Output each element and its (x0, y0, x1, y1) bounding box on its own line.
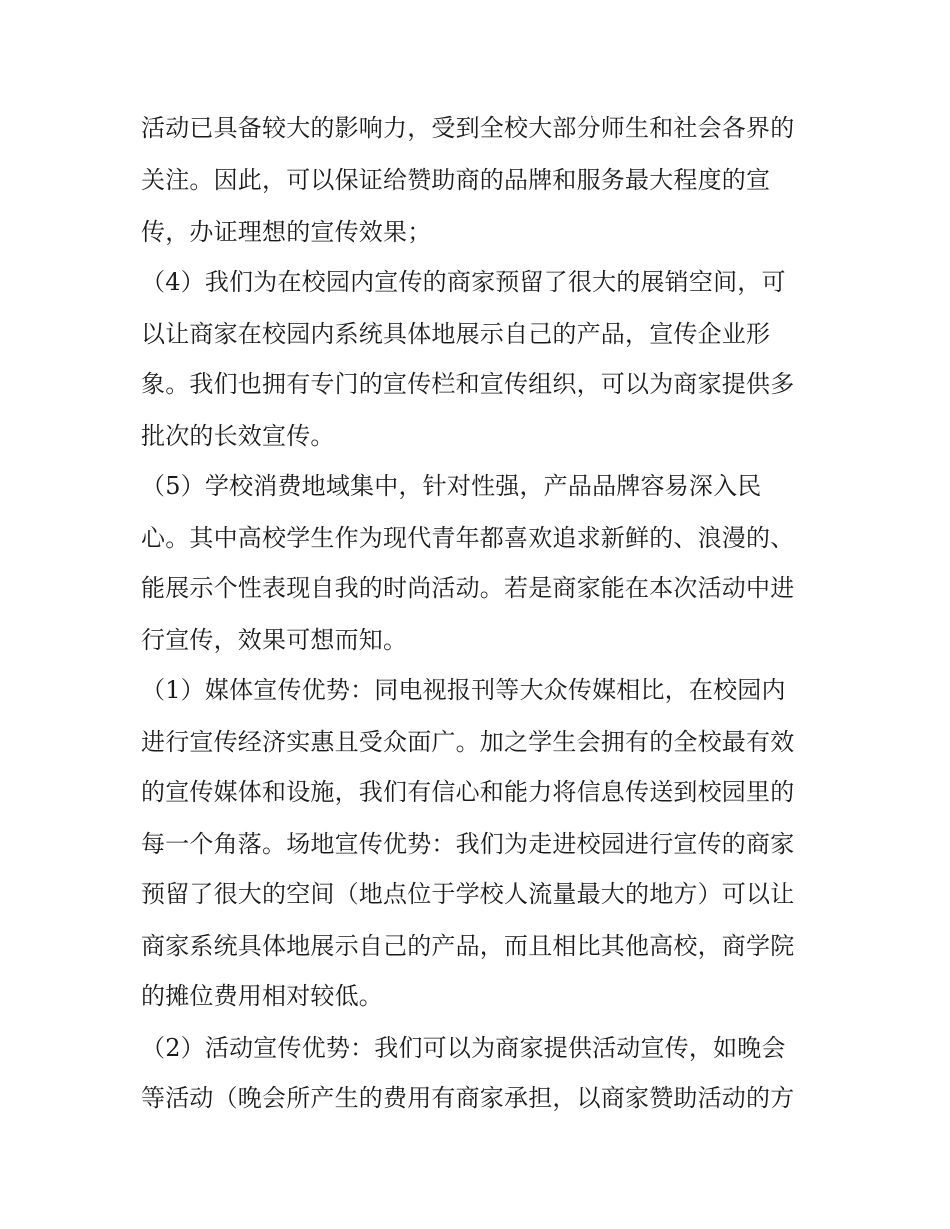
text-line: 等活动（晚会所产生的费用有商家承担，以商家赞助活动的方 (141, 1084, 795, 1112)
text-line: 预留了很大的空间（地点位于学校人流量最大的地方）可以让 (141, 880, 795, 908)
text-line: 商家系统具体地展示自己的产品，而且相比其他高校，商学院 (141, 932, 795, 960)
text-line: 关注。因此，可以保证给赞助商的品牌和服务最大程度的宣 (141, 166, 771, 194)
text-line: （4）我们为在校园内宣传的商家预留了很大的展销空间，可 (141, 268, 786, 296)
text-line: 每一个角落。场地宣传优势：我们为走进校园进行宣传的商家 (141, 830, 795, 858)
text-line: 心。其中高校学生作为现代青年都喜欢追求新鲜的、浪漫的、 (141, 524, 795, 552)
text-line: 批次的长效宣传。 (141, 422, 335, 450)
text-line: 进行宣传经济实惠且受众面广。加之学生会拥有的全校最有效 (141, 728, 795, 756)
text-line: （1）媒体宣传优势：同电视报刊等大众传媒相比，在校园内 (141, 676, 786, 704)
text-line: 行宣传，效果可想而知。 (141, 626, 408, 654)
text-line: 活动已具备较大的影响力，受到全校大部分师生和社会各界的 (141, 114, 795, 142)
text-line: 能展示个性表现自我的时尚活动。若是商家能在本次活动中进 (141, 574, 795, 602)
text-line: 传，办证理想的宣传效果； (141, 218, 432, 246)
text-line: （2）活动宣传优势：我们可以为商家提供活动宣传，如晚会 (141, 1034, 786, 1062)
text-line: 以让商家在校园内系统具体地展示自己的产品，宣传企业形 (141, 320, 771, 348)
text-line: （5）学校消费地域集中，针对性强，产品品牌容易深入民 (141, 472, 762, 500)
text-line: 的摊位费用相对较低。 (141, 982, 383, 1010)
text-line: 象。我们也拥有专门的宣传栏和宣传组织，可以为商家提供多 (141, 370, 795, 398)
text-line: 的宣传媒体和设施，我们有信心和能力将信息传送到校园里的 (141, 778, 795, 806)
